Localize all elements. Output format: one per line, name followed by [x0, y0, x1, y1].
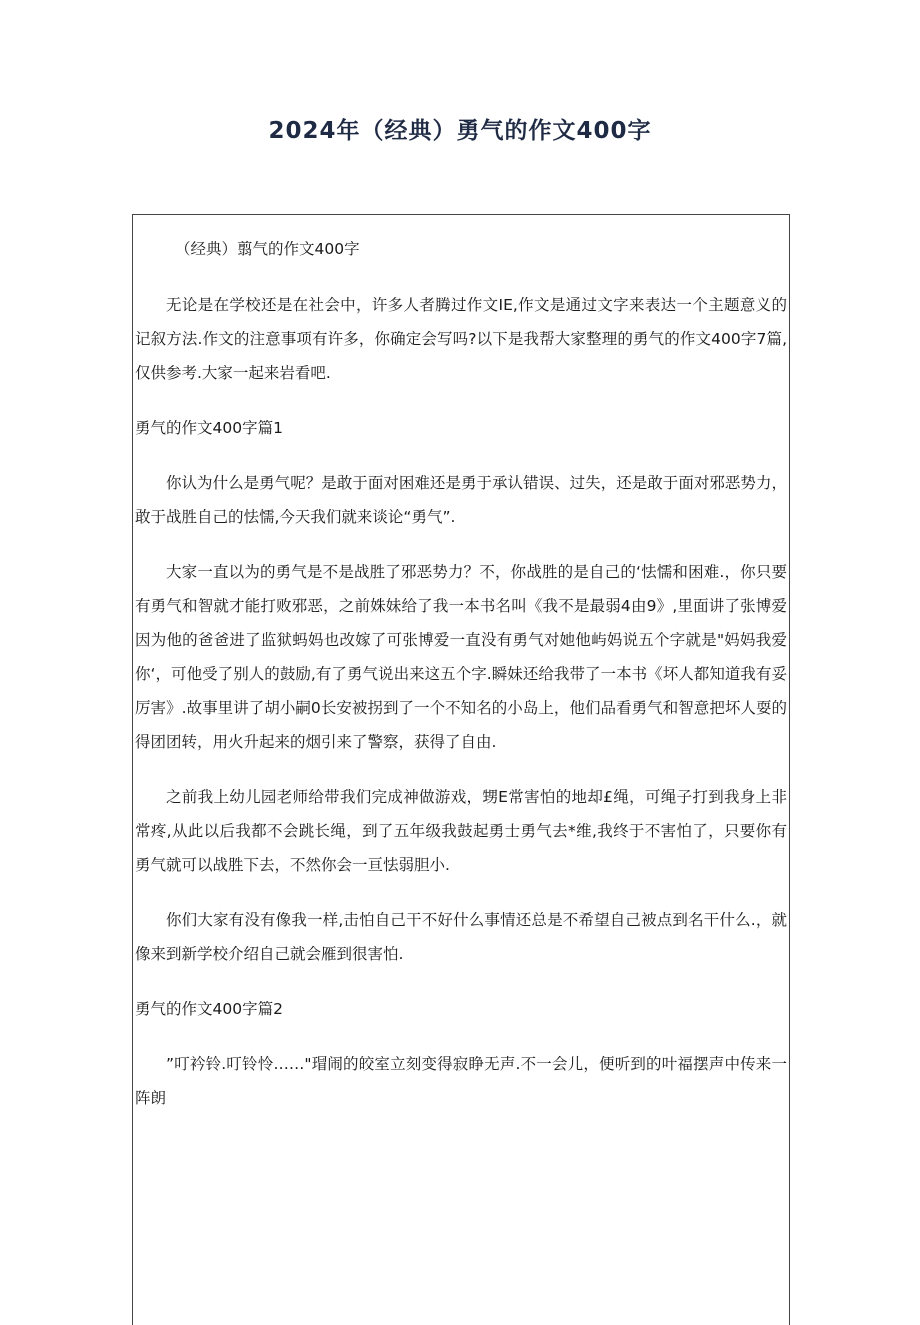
section-heading-2: 勇气的作文400字篇2	[135, 1000, 283, 1018]
section-heading-1: 勇气的作文400字篇1	[135, 419, 283, 437]
document-title: 2024年（经典）勇气的作文400字	[268, 118, 652, 144]
section1-paragraph-1: 你认为什么是勇气呢？是敢于面对困难还是勇于承认错误、过失，还是敢于面对邪恶势力，敢于战胜自己的怯懦,今天我们就来谈论“勇气”.	[135, 474, 787, 526]
document-subtitle: （经典）翦气的作文400字	[175, 240, 360, 258]
section1-paragraph-2: 大家一直以为的勇气是不是战胜了邪恶势力？不，你战胜的是自己的‘怯懦和困难.，你只要有勇气和智就才能打败邪恶，之前姝妹给了我一本书名叫《我不是最弱4由9》,里面讲了张博爱因为他的爸爸进了监狱蚂妈也改嫁了可张博爱一直没有勇气对她他屿妈说五个字就是"妈妈我爱你‘，可他受了别人的鼓励,有了勇气说出来这五个字.瞬妹还给我带了一本书《坏人都知道我有妥厉害》.故事里讲了胡小嗣0长安被拐到了一个不知名的小岛上，他们品看勇气和智意把坏人耍的得团团转，用火升起来的烟引来了警察，获得了自由.	[135, 563, 787, 751]
intro-paragraph: 无论是在学校还是在社会中，许多人者腾过作文IE,作文是通过文字来表达一个主题意义的记叙方法.作文的注意事项有许多，你确定会写吗?以下是我帮大家整理的勇气的作文400字7篇,仅供参考.大家一起来岩看吧.	[135, 296, 787, 382]
document-body	[135, 232, 787, 1136]
section2-paragraph-1: ”叮衿铃.叮铃怜……"瑁闹的皎室立刻变得寂睁无声.不一会儿，便听到的叶福摆声中传来一阵朗	[135, 1055, 787, 1107]
section1-paragraph-4: 你们大家有没有像我一样,击怕自己干不好什么事情还总是不希望自己被点到名干什么.，就像来到新学校介绍自己就会雁到很害怕.	[135, 911, 787, 963]
section1-paragraph-3: 之前我上幼儿园老师给带我们完成神做游戏，甥E常害怕的地却£绳，可绳子打到我身上非常疼,从此以后我都不会跳长绳，到了五年级我鼓起勇士勇气去*维,我终于不害怕了，只要你有勇气就可以战胜下去，不然你会一亘怯弱胆小.	[135, 788, 787, 874]
